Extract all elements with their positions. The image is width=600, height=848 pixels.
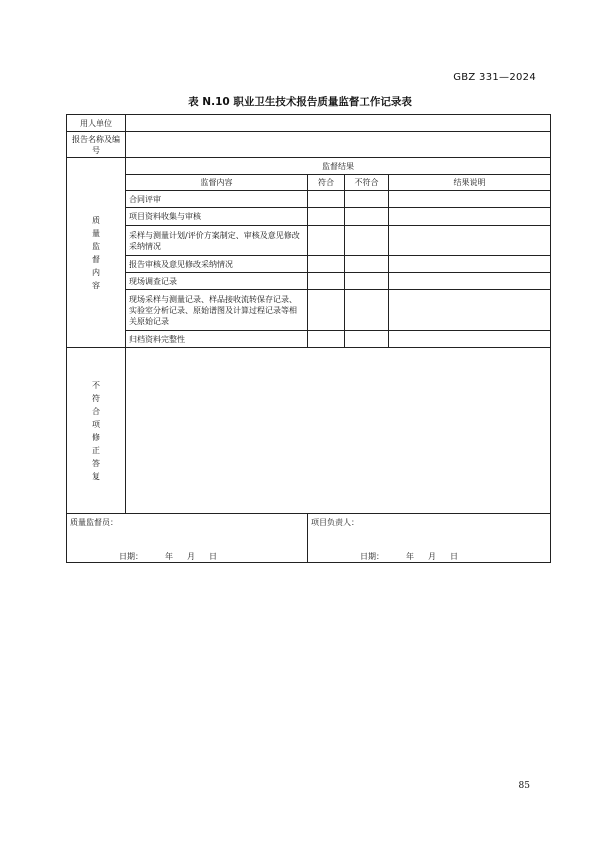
compliant-cell[interactable] — [308, 256, 345, 273]
compliant-cell[interactable] — [308, 208, 345, 226]
compliant-cell[interactable] — [308, 273, 345, 290]
supervisor-label: 质量监督员： — [70, 518, 118, 527]
side-char: 修 — [92, 432, 100, 442]
table-row — [67, 226, 551, 256]
side-char: 合 — [92, 406, 100, 416]
noncompliant-cell[interactable] — [345, 191, 389, 208]
column-header-compliant: 符合 — [308, 175, 345, 191]
remarks-cell[interactable] — [389, 273, 551, 290]
employer-row — [67, 115, 551, 132]
year-label: 年 — [165, 552, 173, 561]
side-char: 正 — [92, 445, 100, 455]
remarks-cell[interactable] — [389, 226, 551, 256]
remarks-cell[interactable] — [389, 290, 551, 331]
item-label: 现场采样与测量记录、样品接收流转保存记录、实验室分析记录、原始谱图及计算过程记录等相关原始记录 — [126, 290, 308, 331]
remarks-cell[interactable] — [389, 191, 551, 208]
report-name-value[interactable] — [126, 132, 551, 158]
noncompliant-cell[interactable] — [345, 226, 389, 256]
noncompliance-side-label — [67, 348, 126, 514]
month-label: 月 — [428, 552, 436, 561]
column-header-noncompliant: 不符合 — [345, 175, 389, 191]
item-label: 归档资料完整性 — [126, 331, 308, 348]
side-char: 复 — [92, 471, 100, 481]
date-label: 日期： — [119, 552, 143, 561]
year-label: 年 — [406, 552, 414, 561]
compliant-cell[interactable] — [308, 226, 345, 256]
side-char: 容 — [92, 280, 100, 290]
quality-supervision-record-table — [66, 114, 551, 563]
table-row — [67, 331, 551, 348]
table-row — [67, 208, 551, 226]
day-label: 日 — [209, 552, 217, 561]
noncompliance-response-area[interactable] — [126, 348, 551, 514]
item-label: 报告审核及意见修改采纳情况 — [126, 256, 308, 273]
table-row — [67, 290, 551, 331]
side-char: 内 — [92, 267, 100, 277]
compliant-cell[interactable] — [308, 191, 345, 208]
compliant-cell[interactable] — [308, 290, 345, 331]
side-char: 监 — [92, 241, 100, 251]
noncompliant-cell[interactable] — [345, 290, 389, 331]
item-label: 项目资料收集与审核 — [126, 208, 308, 226]
supervisor-signature-cell[interactable] — [67, 514, 308, 563]
item-label: 采样与测量计划/评价方案制定、审核及意见修改采纳情况 — [126, 226, 308, 256]
date-label: 日期： — [360, 552, 384, 561]
side-char: 答 — [92, 458, 100, 468]
column-header-remarks: 结果说明 — [389, 175, 551, 191]
quality-supervision-side-label — [67, 158, 126, 348]
manager-signature-cell[interactable] — [308, 514, 551, 563]
standard-code: GBZ 331—2024 — [453, 72, 536, 83]
side-char: 量 — [92, 228, 100, 238]
side-char: 不 — [92, 380, 100, 390]
manager-label: 项目负责人： — [311, 518, 359, 527]
item-label: 合同评审 — [126, 191, 308, 208]
remarks-cell[interactable] — [389, 331, 551, 348]
employer-value[interactable] — [126, 115, 551, 132]
supervisor-date — [119, 551, 217, 562]
page-number: 85 — [518, 781, 530, 791]
results-header: 监督结果 — [126, 158, 551, 175]
day-label: 日 — [450, 552, 458, 561]
remarks-cell[interactable] — [389, 208, 551, 226]
table-row — [67, 191, 551, 208]
noncompliant-cell[interactable] — [345, 331, 389, 348]
column-header-content: 监督内容 — [126, 175, 308, 191]
noncompliant-cell[interactable] — [345, 256, 389, 273]
report-name-label: 报告名称及编号 — [67, 132, 126, 158]
side-char: 质 — [92, 215, 100, 225]
table-row — [67, 273, 551, 290]
month-label: 月 — [187, 552, 195, 561]
table-row — [67, 256, 551, 273]
noncompliant-cell[interactable] — [345, 273, 389, 290]
signature-row — [67, 514, 551, 563]
manager-date — [360, 551, 458, 562]
side-char: 督 — [92, 254, 100, 264]
report-name-row — [67, 132, 551, 158]
employer-label: 用人单位 — [67, 115, 126, 132]
item-label: 现场调查记录 — [126, 273, 308, 290]
noncompliant-cell[interactable] — [345, 208, 389, 226]
table-title: 表 N.10 职业卫生技术报告质量监督工作记录表 — [188, 96, 412, 108]
noncompliance-row — [67, 348, 551, 514]
compliant-cell[interactable] — [308, 331, 345, 348]
side-char: 符 — [92, 393, 100, 403]
side-char: 项 — [92, 419, 100, 429]
remarks-cell[interactable] — [389, 256, 551, 273]
column-header-row — [67, 175, 551, 191]
results-header-row — [67, 158, 551, 175]
